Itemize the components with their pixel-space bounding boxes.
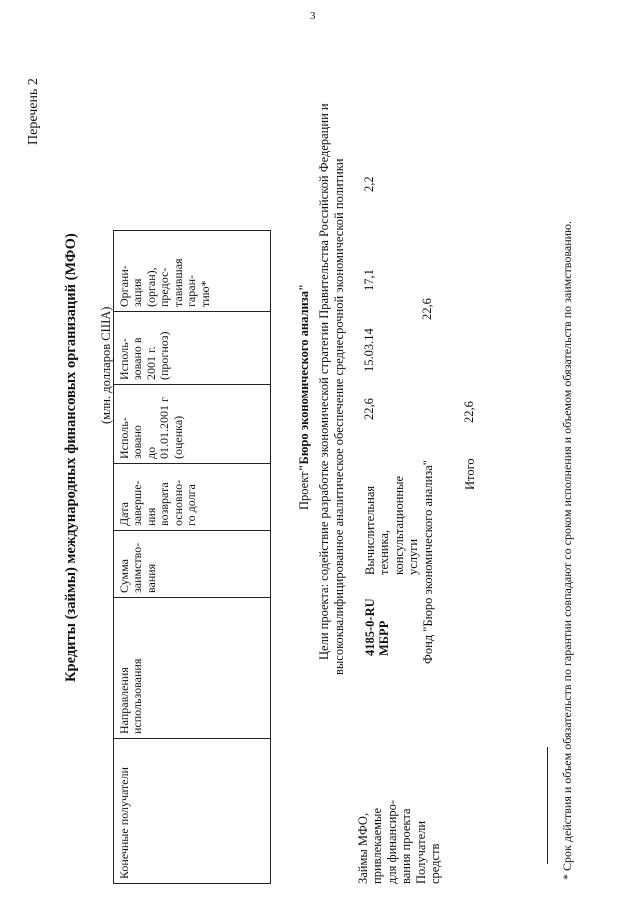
recipients-label: Получатели средств	[413, 820, 442, 884]
total-label: Итого	[463, 458, 477, 490]
header-text: Сумма заимство- вания	[117, 542, 158, 593]
page-number: 3	[310, 10, 316, 22]
loan-purpose: Вычислительная техника, консультационные услуги	[363, 475, 421, 575]
loans-label: Займы МФО, привлекаемые для финансиро- вания проекта	[356, 799, 414, 884]
fund-name: Фонд "Бюро экономического анализа"	[421, 460, 435, 664]
loan-code: 4185-0-RU МБРР	[363, 598, 392, 656]
header-cell-guarantor	[114, 231, 271, 312]
header-text: Направления использования	[117, 658, 145, 734]
header-cell-end-date	[114, 464, 271, 531]
project-goals-line-2: высококвалифицированное аналитическое обеспечение среднесрочной экономической политики	[332, 158, 346, 675]
document-title: Кредиты (займы) международных финансовых организаций (МФО)	[63, 233, 79, 682]
fund-amount: 22,6	[420, 298, 434, 320]
project-title	[298, 284, 311, 510]
loan-used-before: 17,1	[362, 269, 376, 291]
header-cell-recipients	[114, 739, 271, 884]
header-text: Дата заверше- ния возврата основно- го долга	[117, 479, 199, 526]
project-goals-line-1: Цели проекта: содействие разработке экономической стратегии Правительства Российской Федерации и	[317, 103, 331, 660]
header-cell-used-2001	[114, 312, 271, 385]
footnote: * Срок действия и объем обязательств по гарантии совпадают со сроком исполнения и объемом обязательств по заимствованию.	[560, 220, 574, 880]
header-text: Исполь- зовано в 2001 г. (прогноз)	[117, 331, 172, 380]
total-amount: 22,6	[462, 401, 476, 423]
header-text: Конечные получатели	[117, 767, 131, 879]
header-row	[114, 231, 271, 884]
header-text: Исполь- зовано до 01.01.2001 г (оценка)	[117, 397, 185, 459]
loan-end-date: 15.03.14	[362, 328, 376, 372]
footnote-divider	[547, 747, 548, 864]
loans-and-recipients-label	[356, 800, 442, 884]
units-label: (млн. долларов США)	[99, 306, 113, 424]
list-label: Перечень 2	[26, 78, 41, 145]
header-table	[113, 230, 271, 884]
project-prefix: Проект	[297, 471, 311, 510]
project-name: "Бюро экономического анализа"	[297, 284, 311, 472]
loan-used-2001: 2,2	[362, 176, 376, 192]
header-text: Органи- зация (орган), предос- тавившая гаран- тию*	[117, 258, 212, 307]
loan-amount: 22,6	[362, 398, 376, 420]
header-cell-amount	[114, 531, 271, 598]
header-cell-purpose	[114, 598, 271, 739]
header-cell-used-before	[114, 385, 271, 464]
